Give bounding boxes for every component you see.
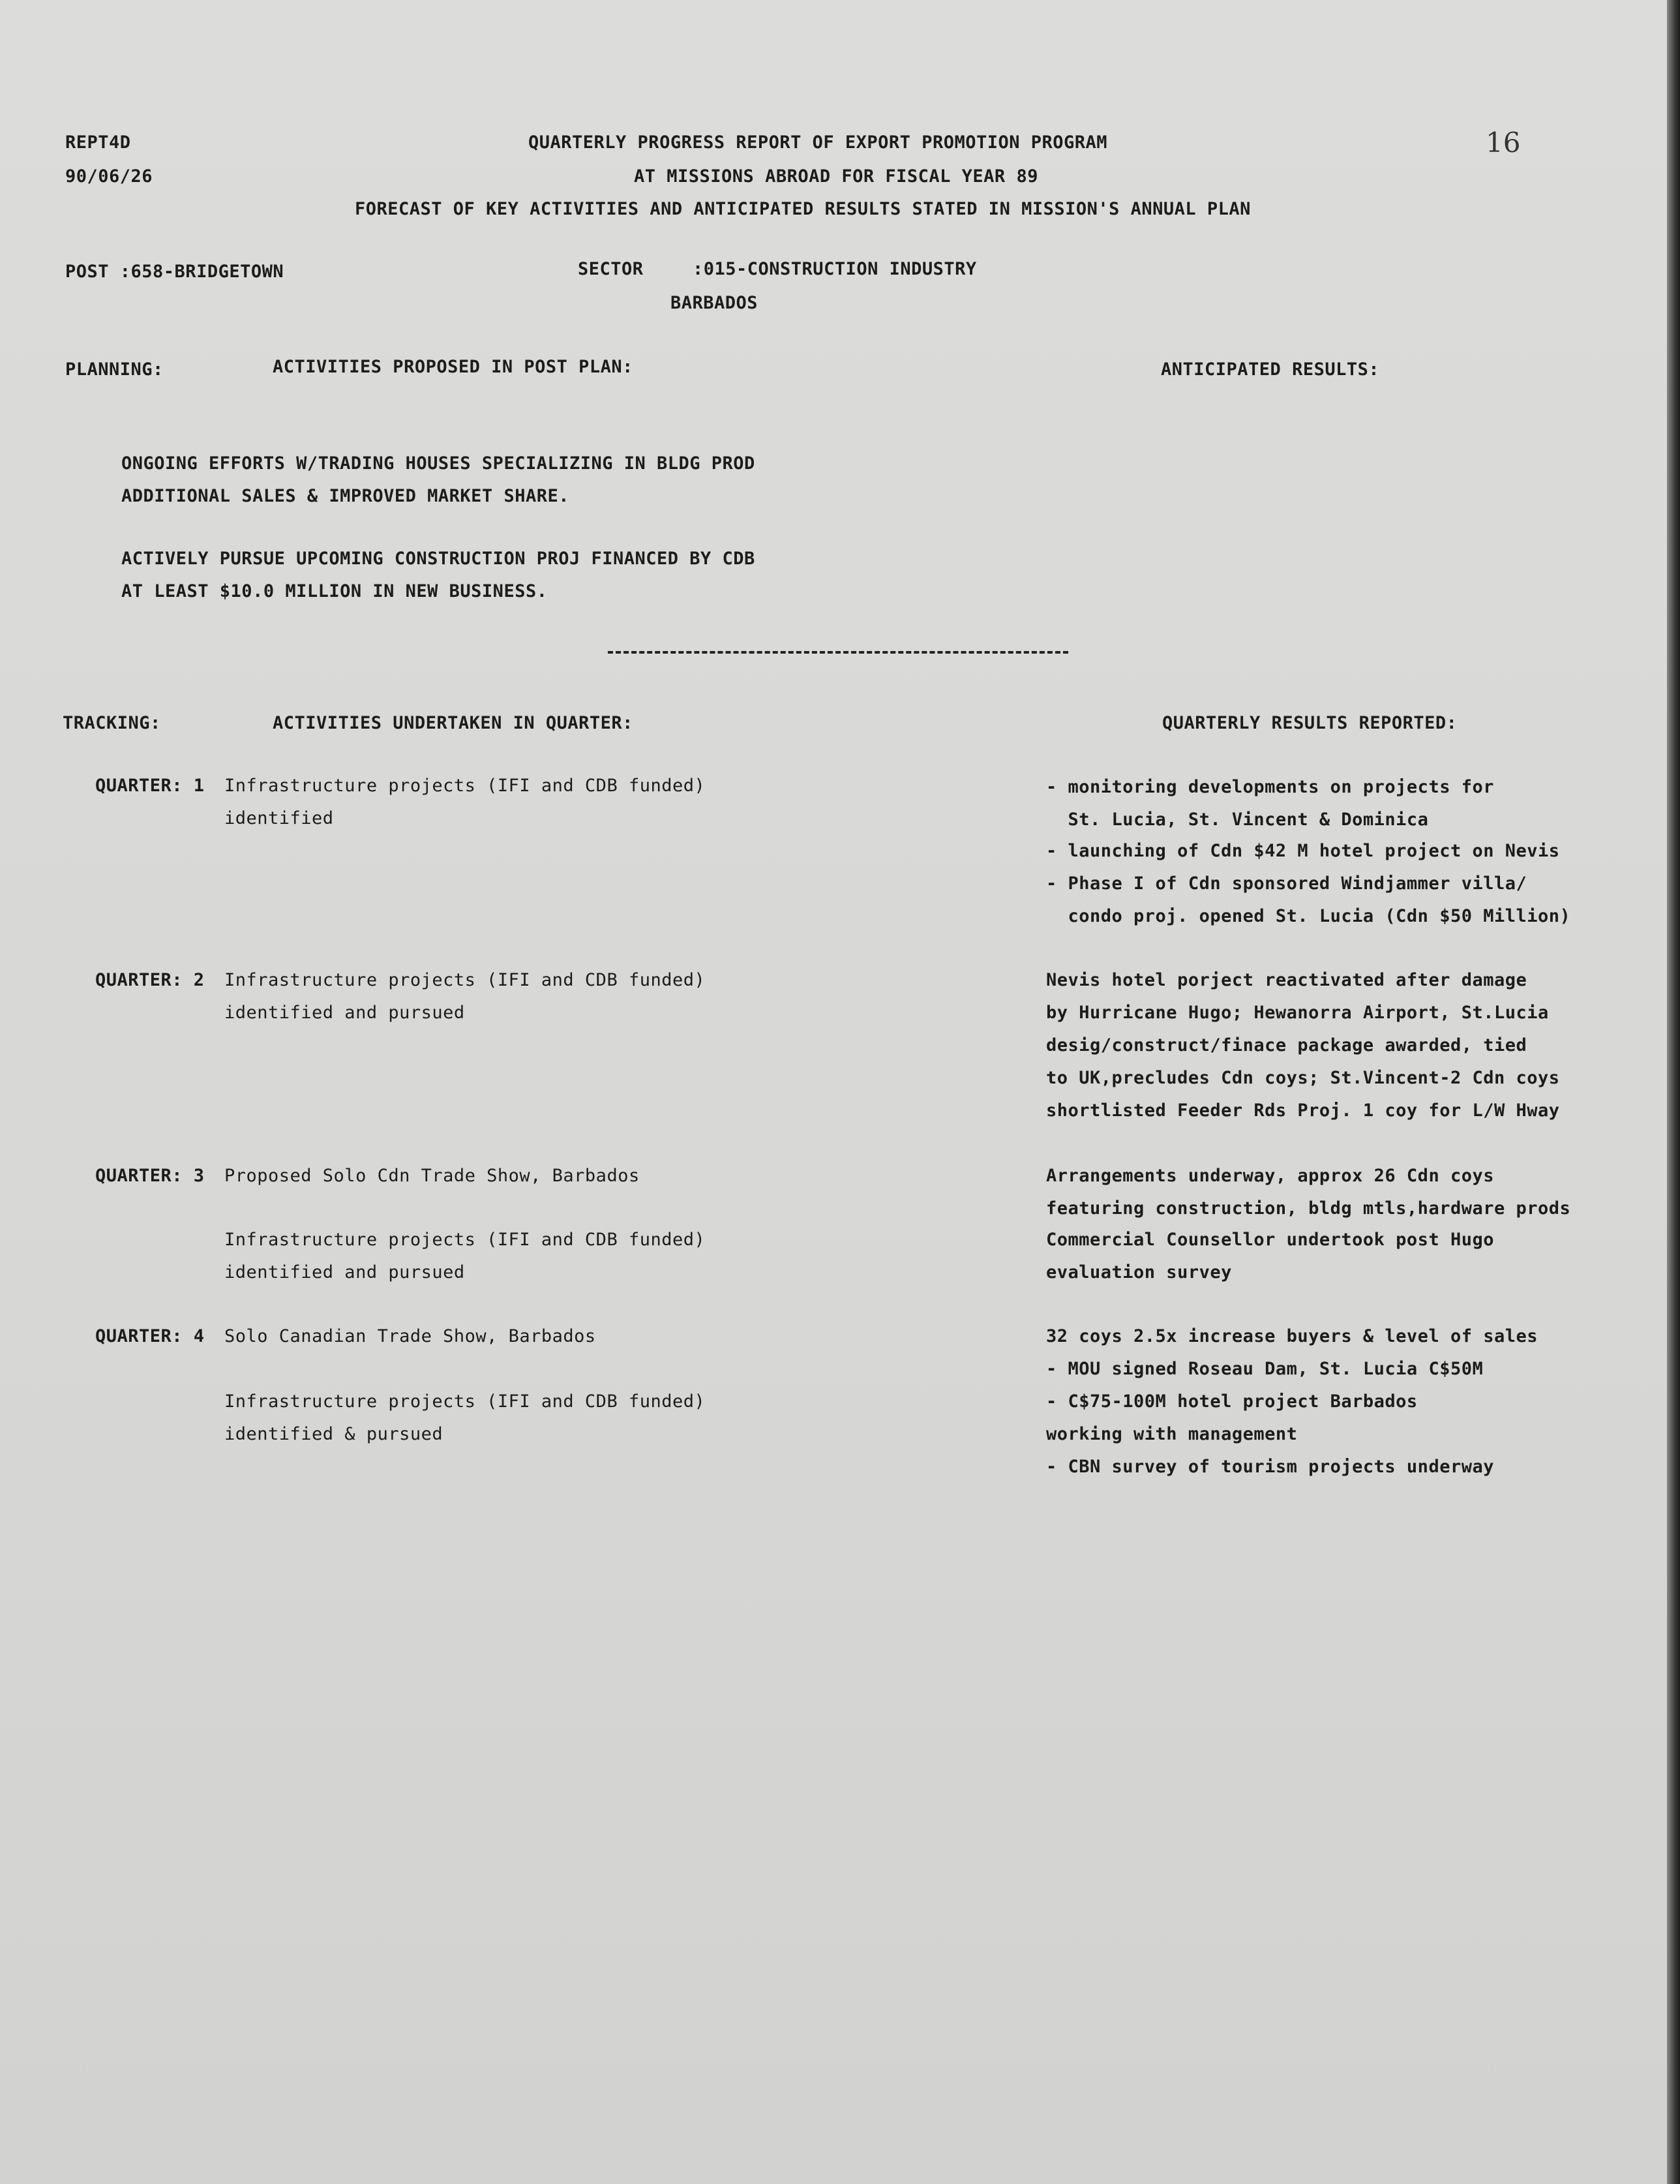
quarter-2-activity: Infrastructure projects (IFI and CDB funded): [224, 970, 706, 990]
planning-activities-heading: ACTIVITIES PROPOSED IN POST PLAN:: [273, 357, 633, 377]
quarter-1-result: condo proj. opened St. Lucia (Cdn $50 Million): [1046, 906, 1571, 926]
tracking-activities-heading: ACTIVITIES UNDERTAKEN IN QUARTER:: [273, 713, 633, 733]
post-label: POST :658-BRIDGETOWN: [65, 262, 284, 282]
sector-value: :015-CONSTRUCTION INDUSTRY: [693, 259, 977, 279]
tracking-results-heading: QUARTERLY RESULTS REPORTED:: [1162, 713, 1458, 733]
quarter-4-result: 32 coys 2.5x increase buyers & level of sales: [1046, 1326, 1538, 1346]
quarter-4-activity: Solo Canadian Trade Show, Barbados: [224, 1326, 596, 1346]
quarter-3-result: Arrangements underway, approx 26 Cdn coys: [1046, 1166, 1494, 1186]
planning-results-heading: ANTICIPATED RESULTS:: [1161, 359, 1380, 380]
quarter-4-activity: identified & pursued: [224, 1424, 443, 1444]
quarter-3-activity: Proposed Solo Cdn Trade Show, Barbados: [224, 1166, 640, 1186]
page-binding-edge: [1667, 0, 1680, 2184]
quarter-3-result: Commercial Counsellor undertook post Hugo: [1046, 1230, 1494, 1250]
country-label: BARBADOS: [670, 293, 758, 313]
quarter-2-activity: identified and pursued: [224, 1003, 465, 1023]
quarter-3-activity: Infrastructure projects (IFI and CDB funded): [224, 1230, 706, 1250]
quarter-4-label: QUARTER: 4: [95, 1326, 205, 1346]
planning-line: ACTIVELY PURSUE UPCOMING CONSTRUCTION PROJ FINANCED BY CDB: [121, 549, 755, 569]
quarter-1-label: QUARTER: 1: [95, 776, 205, 796]
quarter-2-result: to UK,precludes Cdn coys; St.Vincent-2 Cdn coys: [1046, 1068, 1560, 1088]
quarter-3-result: evaluation survey: [1046, 1262, 1232, 1282]
quarter-3-activity: identified and pursued: [224, 1262, 465, 1282]
quarter-3-result: featuring construction, bldg mtls,hardware prods: [1046, 1198, 1571, 1219]
quarter-3-label: QUARTER: 3: [95, 1166, 205, 1186]
quarter-1-result: - monitoring developments on projects for: [1046, 777, 1494, 797]
report-date: 90/06/26: [65, 166, 153, 187]
report-title-line-1: QUARTERLY PROGRESS REPORT OF EXPORT PROMOTION PROGRAM: [528, 132, 1108, 153]
quarter-4-result: - CBN survey of tourism projects underway: [1046, 1457, 1494, 1477]
quarter-1-result: - Phase I of Cdn sponsored Windjammer villa/: [1046, 873, 1527, 894]
quarter-4-result: working with management: [1046, 1424, 1298, 1444]
quarter-2-result: desig/construct/finace package awarded, tied: [1046, 1035, 1527, 1055]
quarter-2-result: Nevis hotel porject reactivated after damage: [1046, 970, 1527, 990]
report-title-line-2: AT MISSIONS ABROAD FOR FISCAL YEAR 89: [634, 166, 1038, 187]
quarter-1-result: - launching of Cdn $42 M hotel project on Nevis: [1046, 841, 1560, 861]
section-divider: [608, 651, 1068, 654]
sector-label: SECTOR: [578, 259, 644, 279]
planning-line: ONGOING EFFORTS W/TRADING HOUSES SPECIALIZING IN BLDG PROD: [121, 453, 755, 474]
tracking-label: TRACKING:: [63, 713, 161, 733]
quarter-1-activity: identified: [224, 808, 334, 828]
quarter-2-label: QUARTER: 2: [95, 970, 205, 990]
quarter-4-activity: Infrastructure projects (IFI and CDB funded): [224, 1391, 706, 1412]
page-number: 16: [1486, 127, 1521, 159]
planning-label: PLANNING:: [65, 359, 164, 380]
quarter-1-activity: Infrastructure projects (IFI and CDB funded): [224, 776, 706, 796]
quarter-2-result: by Hurricane Hugo; Hewanorra Airport, St.Lucia: [1046, 1003, 1549, 1023]
quarter-2-result: shortlisted Feeder Rds Proj. 1 coy for L/W Hway: [1046, 1100, 1560, 1121]
planning-line: AT LEAST $10.0 MILLION IN NEW BUSINESS.: [121, 581, 548, 601]
report-title-line-3: FORECAST OF KEY ACTIVITIES AND ANTICIPATED RESULTS STATED IN MISSION'S ANNUAL PLAN: [355, 199, 1251, 219]
quarter-4-result: - C$75-100M hotel project Barbados: [1046, 1391, 1418, 1412]
report-id: REPT4D: [65, 132, 131, 153]
planning-line: ADDITIONAL SALES & IMPROVED MARKET SHARE.: [121, 486, 569, 506]
quarter-4-result: - MOU signed Roseau Dam, St. Lucia C$50M: [1046, 1359, 1484, 1379]
quarter-1-result: St. Lucia, St. Vincent & Dominica: [1046, 810, 1429, 830]
